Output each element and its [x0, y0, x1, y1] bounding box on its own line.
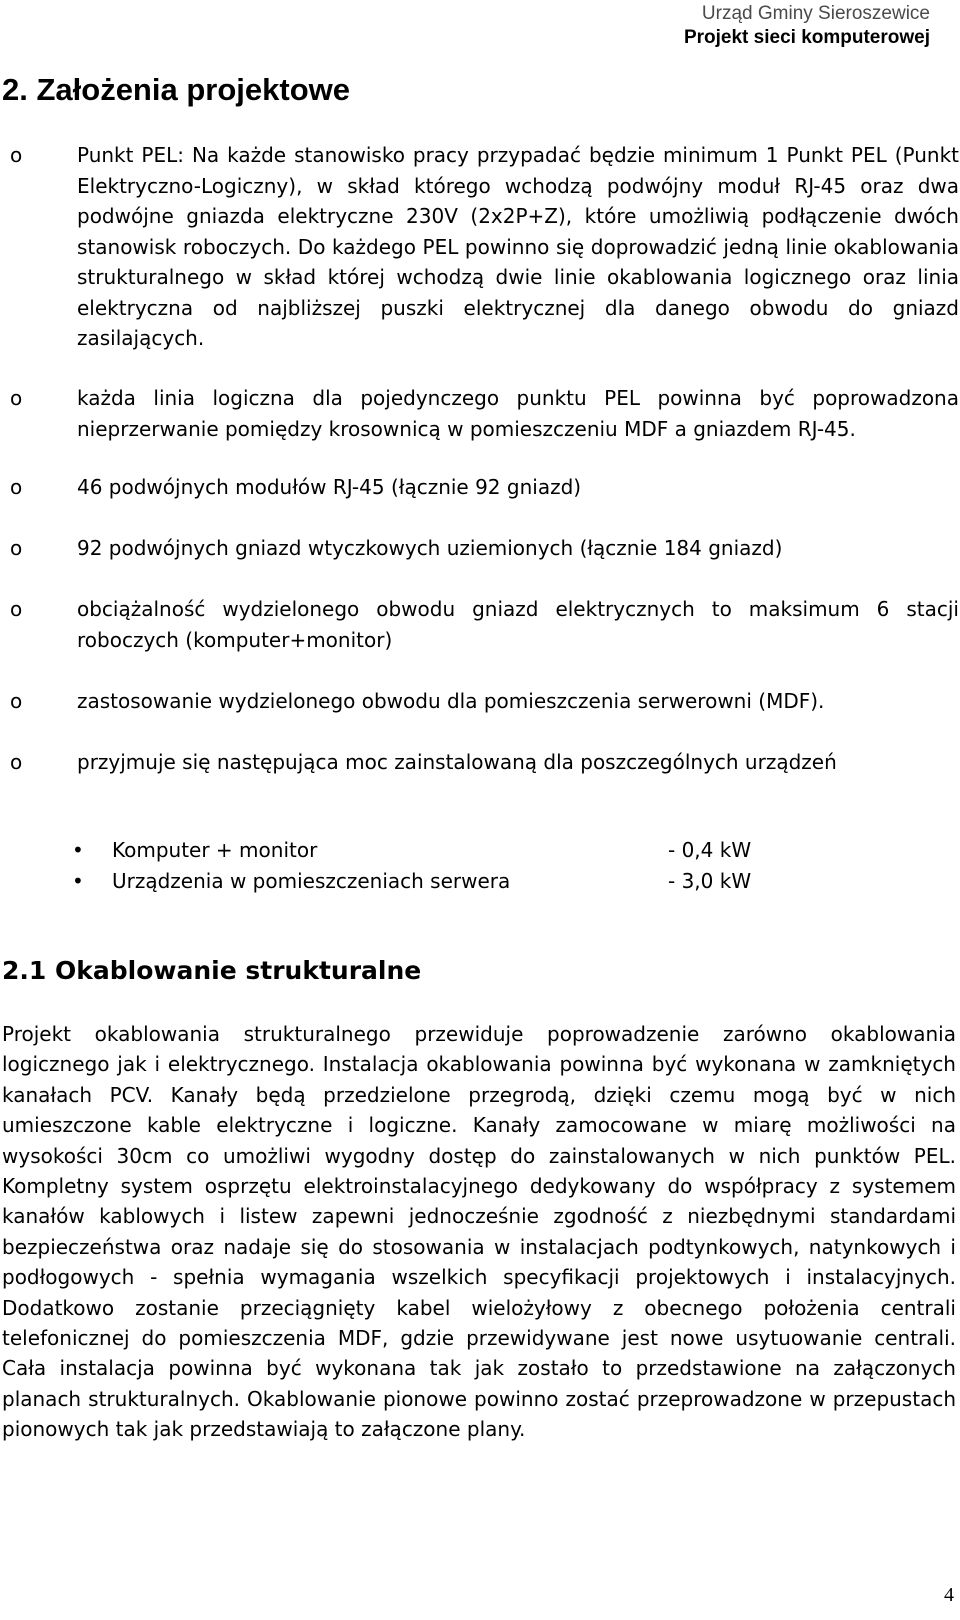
device-name: Urządzenia w pomieszczeniach serwera [112, 869, 511, 893]
list-item-text: Punkt PEL: Na każde stanowisko pracy przypadać będzie minimum 1 Punkt PEL (Punkt Elektryczno-Logiczny), w skład którego wchodzą podwójny moduł RJ-45 oraz dwa podwójne gniazda elektryczne 230V (2x2P+Z), które umożliwią podłączenie dwóch stanowisk roboczych. Do każdego PEL powinno się doprowadzić jedną linie okablowania strukturalnego w skład której wchodzą dwie linie okablowania logicznego oraz linia elektryczna od najbliższej puszki elektrycznej dla danego obwodu do gniazd zasilających. [77, 143, 959, 350]
list-item-text: 46 podwójnych modułów RJ-45 (łącznie 92 gniazd) [77, 475, 582, 499]
list-marker: o [10, 597, 23, 621]
header-organization: Urząd Gminy Sieroszewice [701, 3, 930, 24]
device-power: - 3,0 kW [668, 869, 752, 893]
header-project-title: Projekt sieci komputerowej [683, 27, 930, 48]
list-item [2, 533, 959, 564]
list-item [2, 472, 959, 503]
page-number: 4 [944, 1584, 954, 1606]
page-header [684, 2, 930, 50]
list-marker: o [10, 689, 23, 713]
bullet-icon: • [72, 869, 84, 893]
list-item-text: zastosowanie wydzielonego obwodu dla pomieszczenia serwerowni (MDF). [77, 689, 825, 713]
list-item [2, 747, 959, 778]
section-title: 2. Założenia projektowe [2, 72, 350, 107]
list-marker: o [10, 750, 23, 774]
list-item [2, 140, 959, 354]
power-list-item [0, 835, 960, 865]
list-marker: o [10, 475, 23, 499]
list-marker: o [10, 536, 23, 560]
list-item-text: przyjmuje się następująca moc zainstalowaną dla poszczególnych urządzeń [77, 750, 837, 774]
list-item-text: obciążalność wydzielonego obwodu gniazd elektrycznych to maksimum 6 stacji roboczych (komputer+monitor) [77, 597, 959, 652]
list-item-text: każda linia logiczna dla pojedynczego punktu PEL powinna być poprowadzona nieprzerwanie pomiędzy krosownicą w pomieszczeniu MDF a gniazdem RJ-45. [77, 386, 959, 441]
list-item-text: 92 podwójnych gniazd wtyczkowych uziemionych (łącznie 184 gniazd) [77, 536, 783, 560]
list-item [2, 383, 959, 444]
list-item [2, 686, 959, 717]
body-paragraph: Projekt okablowania strukturalnego przewiduje poprowadzenie zarówno okablowania logicznego jak i elektrycznego. Instalacja okablowania powinna być wykonana w zamkniętych kanałach PCV. Kanały będą przedzielone przegrodą, dzięki czemu mogą być w nich umieszczone kable elektryczne i logiczne. Kanały zamocowane w miarę możliwości na wysokości 30cm co umożliwi wygodny dostęp do zainstalowanych w nich punktów PEL. Kompletny system osprzętu elektroinstalacyjnego dedykowany do współpracy z systemem kanałów kablowych i listew zapewni jednocześnie zgodność z niezbędnymi standardami bezpieczeństwa oraz nadaje się do stosowania w instalacjach podtynkowych, natynkowych i podłogowych - spełnia wymagania wszelkich specyfikacji projektowych i instalacyjnych. Dodatkowo zostanie przeciągnięty kabel wielożyłowy z obecnego położenia centrali telefonicznej do pomieszczenia MDF, gdzie przewidywane jest nowe usytuowanie centrali. Cała instalacja powinna być wykonana tak jak zostało to przedstawione na załączonych planach strukturalnych. Okablowanie pionowe powinno zostać przeprowadzone w przepustach pionowych tak jak przedstawiają to załączone plany. [2, 1022, 956, 1442]
list-marker: o [10, 143, 23, 167]
list-marker: o [10, 386, 23, 410]
power-list-item [0, 866, 960, 896]
device-name: Komputer + monitor [112, 838, 318, 862]
subsection-title: 2.1 Okablowanie strukturalne [2, 956, 422, 985]
list-item [2, 594, 959, 655]
bullet-icon: • [72, 838, 84, 862]
device-power: - 0,4 kW [668, 838, 752, 862]
